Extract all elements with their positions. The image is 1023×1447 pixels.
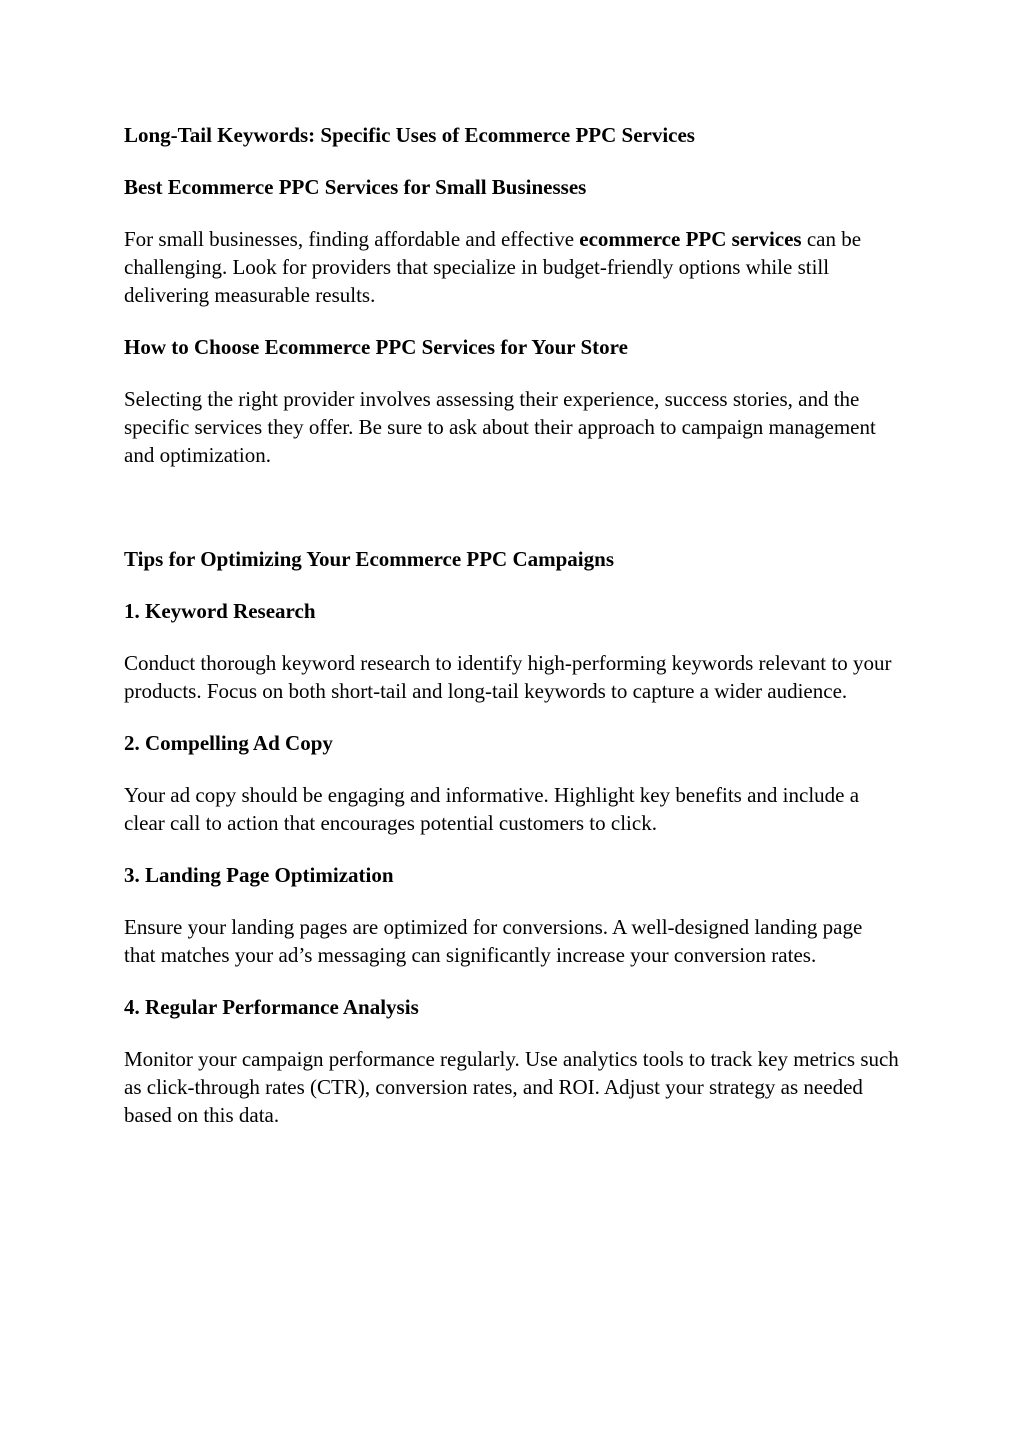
section-paragraph-small-business bbox=[124, 225, 899, 309]
paragraph-text-after: can be challenging. Look for providers that specialize in budget-friendly options while still delivering measurable results. bbox=[124, 227, 862, 307]
tip-paragraph: Your ad copy should be engaging and informative. Highlight key benefits and include a clear call to action that encourages potential customers to click. bbox=[124, 783, 860, 835]
tip-heading: 1. Keyword Research bbox=[124, 599, 316, 623]
paragraph-bold-keyword: ecommerce PPC services bbox=[579, 227, 802, 251]
paragraph-text-before: For small businesses, finding affordable and effective bbox=[124, 227, 580, 251]
document-title: Long-Tail Keywords: Specific Uses of Ecommerce PPC Services bbox=[124, 123, 695, 147]
section-paragraph-choose: Selecting the right provider involves assessing their experience, success stories, and the specific services they offer. Be sure to ask about their approach to campaign management and optimization. bbox=[124, 387, 876, 467]
section-heading-tips: Tips for Optimizing Your Ecommerce PPC Campaigns bbox=[124, 547, 614, 571]
tip-paragraph: Monitor your campaign performance regularly. Use analytics tools to track key metrics such as click-through rates (CTR), conversion rates, and ROI. Adjust your strategy as needed based on this data. bbox=[124, 1047, 899, 1127]
section-heading-small-business: Best Ecommerce PPC Services for Small Businesses bbox=[124, 175, 587, 199]
tip-paragraph: Conduct thorough keyword research to identify high-performing keywords relevant to your products. Focus on both short-tail and long-tail keywords to capture a wider audience. bbox=[124, 651, 892, 703]
tip-heading: 4. Regular Performance Analysis bbox=[124, 995, 419, 1019]
tip-paragraph: Ensure your landing pages are optimized for conversions. A well-designed landing page that matches your ad’s messaging can significantly increase your conversion rates. bbox=[124, 915, 863, 967]
tip-heading: 3. Landing Page Optimization bbox=[124, 863, 394, 887]
section-heading-choose: How to Choose Ecommerce PPC Services for Your Store bbox=[124, 335, 628, 359]
document-content bbox=[124, 121, 899, 1129]
tip-heading: 2. Compelling Ad Copy bbox=[124, 731, 333, 755]
